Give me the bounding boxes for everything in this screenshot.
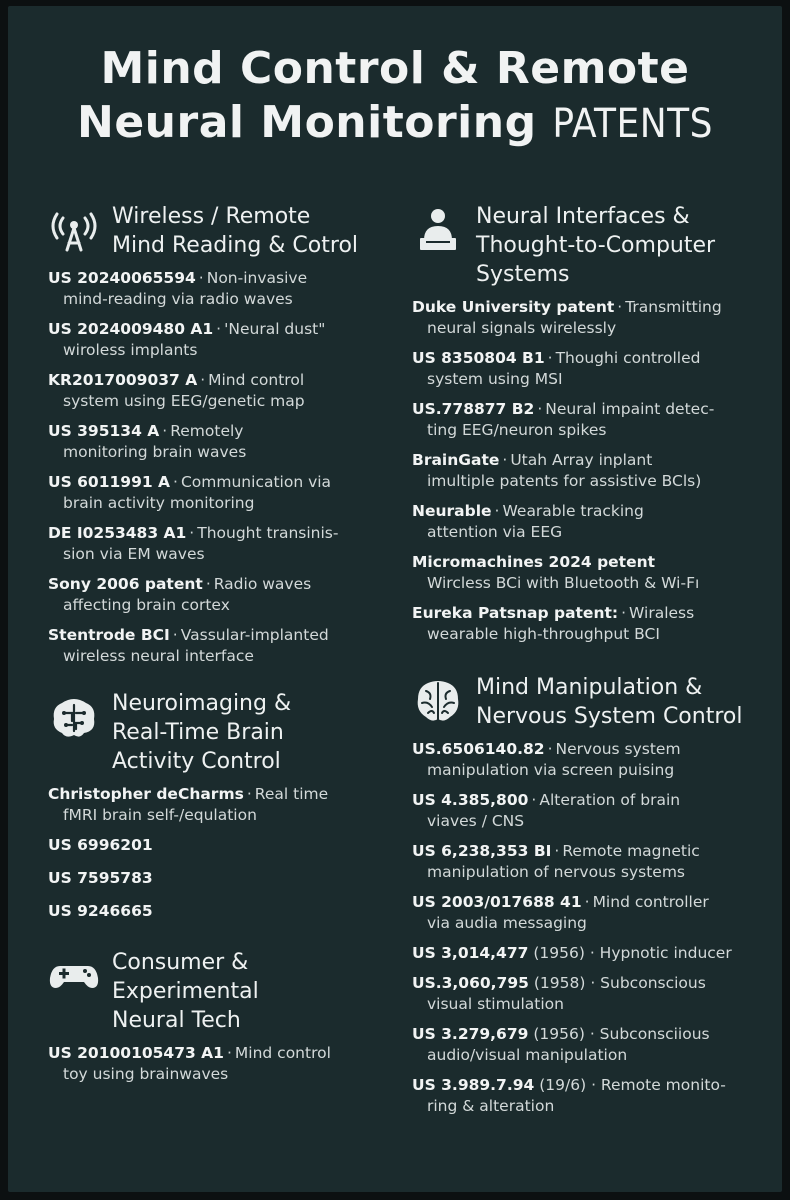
- patent-description: visual stimulation: [427, 995, 564, 1013]
- patent-code: US 2024009480 A1: [48, 320, 214, 338]
- patent-number: US 9246665: [48, 902, 153, 920]
- patent-entry-line: [412, 297, 762, 318]
- section-title: [112, 689, 291, 776]
- patent-description: system using EEG/genetic map: [63, 392, 305, 410]
- title-patents: PATENTS: [552, 101, 713, 147]
- patent-entry-line: [48, 523, 388, 544]
- patent-description: ting EEG/neuron spikes: [427, 421, 607, 439]
- section-header: [48, 948, 388, 1035]
- patent-entry-line: [412, 973, 762, 994]
- patent-entry-line: [48, 268, 388, 289]
- section-header: [48, 202, 388, 260]
- patent-description: Non-invasive: [206, 269, 308, 287]
- section-neuroimaging: [48, 689, 388, 922]
- entry-list: [48, 1043, 388, 1085]
- separator: ·: [494, 502, 500, 520]
- radio-tower-icon: [48, 204, 100, 256]
- patent-entry-line: [412, 399, 762, 420]
- separator: ·: [502, 451, 508, 469]
- patent-entry-line: [412, 892, 762, 913]
- patent-entry-line: [48, 421, 388, 442]
- patent-description: Wircless BCi with Bluetooth & Wi-Fı: [427, 574, 700, 592]
- patent-entry-line: [412, 943, 762, 964]
- patent-entry-line: [412, 790, 762, 811]
- entry-list: [48, 784, 388, 826]
- patent-description: (1956) · Hypnotic inducer: [533, 944, 732, 962]
- patent-code: Neurable: [412, 502, 492, 520]
- patent-entry: [48, 319, 388, 361]
- section-title-line: Experimental: [112, 979, 259, 1004]
- gamepad-icon: [48, 950, 100, 1002]
- separator: ·: [531, 791, 537, 809]
- brain-icon: [412, 675, 464, 727]
- patent-description: Wearable tracking: [502, 502, 644, 520]
- patent-description: audio/visual manipulation: [427, 1046, 628, 1064]
- separator: ·: [162, 422, 168, 440]
- patent-entry: [48, 523, 388, 565]
- patent-entry: [48, 574, 388, 616]
- separator: ·: [554, 842, 560, 860]
- patent-entry: [412, 399, 762, 441]
- patent-description: wireless neural interface: [63, 647, 254, 665]
- patent-description: Radio waves: [213, 575, 312, 593]
- patent-entry: [412, 973, 762, 1015]
- patent-code: Duke University patent: [412, 298, 615, 316]
- patent-description: fMRI brain self-/equlation: [63, 806, 257, 824]
- patent-entry-line: [48, 625, 388, 646]
- section-interfaces: [412, 202, 762, 645]
- section-title-line: Systems: [476, 262, 570, 287]
- patent-code: US 6011991 A: [48, 473, 171, 491]
- patent-code: US 3,014,477: [412, 944, 529, 962]
- section-title: [112, 948, 259, 1035]
- patent-description: Thoughi controlled: [555, 349, 701, 367]
- patent-description: attention via EEG: [427, 523, 563, 541]
- page-title: [8, 42, 782, 151]
- title-line-1: Mind Control & Remote: [100, 43, 690, 94]
- patent-code: DE I0253483 A1: [48, 524, 187, 542]
- patent-code: US 8350804 B1: [412, 349, 545, 367]
- right-column: [412, 202, 762, 1139]
- section-title-line: Consumer &: [112, 950, 249, 975]
- patent-entry-line: [412, 450, 762, 471]
- patent-entry-line: [412, 603, 762, 624]
- patent-entry: [412, 552, 762, 594]
- patent-code: US.3,060,795: [412, 974, 529, 992]
- patent-description: Mind controller: [592, 893, 709, 911]
- patent-description: Communication via: [180, 473, 332, 491]
- patent-entry: [48, 268, 388, 310]
- patent-description: wearable high-throughput BCI: [427, 625, 660, 643]
- brain-circuit-icon: [48, 691, 100, 743]
- patent-description: Transmitting: [625, 298, 722, 316]
- patent-entry: [412, 739, 762, 781]
- patent-number: US 6996201: [48, 836, 153, 854]
- patent-description: Alteration of brain: [539, 791, 681, 809]
- separator: ·: [200, 371, 206, 389]
- patent-entry-line: [48, 370, 388, 391]
- patent-entry: [412, 450, 762, 492]
- patent-description: viaves / CNS: [427, 812, 525, 830]
- separator: ·: [584, 893, 590, 911]
- patent-code: KR2017009037 A: [48, 371, 198, 389]
- patent-code: Stentrode BCI: [48, 626, 170, 644]
- patent-entry-line: [412, 1075, 762, 1096]
- patent-entry: [412, 1024, 762, 1066]
- patent-entry-line: [412, 841, 762, 862]
- patent-code: US.778877 B2: [412, 400, 535, 418]
- section-manipulation: [412, 673, 762, 1117]
- patent-entry: [48, 472, 388, 514]
- patent-entry: [48, 625, 388, 667]
- section-title: [476, 673, 742, 731]
- patent-description: toy using brainwaves: [63, 1065, 229, 1083]
- section-title-line: Activity Control: [112, 749, 281, 774]
- separator: ·: [547, 740, 553, 758]
- patent-entry-line: [412, 739, 762, 760]
- section-title-line: Thought-to-Computer: [476, 233, 716, 258]
- patent-code: Micromachines 2024 petent: [412, 553, 656, 571]
- patent-code: BrainGate: [412, 451, 500, 469]
- section-title-line: Wireless / Remote: [112, 204, 311, 229]
- patent-entry: [412, 297, 762, 339]
- patent-description: via audia messaging: [427, 914, 587, 932]
- patent-description: (1958) · Subconscious: [533, 974, 706, 992]
- patent-description: Thought transinis-: [197, 524, 339, 542]
- separator: ·: [246, 785, 252, 803]
- entry-list: [412, 739, 762, 1117]
- patent-entry-line: [412, 501, 762, 522]
- section-header: [48, 689, 388, 776]
- patent-entry-line: [412, 1024, 762, 1045]
- title-line-2: [8, 96, 782, 151]
- entry-list: [412, 297, 762, 645]
- section-title-line: Neural Interfaces &: [476, 204, 690, 229]
- separator: ·: [547, 349, 553, 367]
- section-title-line: Neuroimaging &: [112, 691, 292, 716]
- patent-code: US 4.385,800: [412, 791, 529, 809]
- section-consumer: [48, 948, 388, 1085]
- separator: ·: [173, 473, 178, 491]
- patent-code: Sony 2006 patent: [48, 575, 203, 593]
- patent-entry-line: [48, 472, 388, 493]
- patent-entry-line: [48, 784, 388, 805]
- patent-entry: [412, 603, 762, 645]
- patent-description: mind-reading via radio waves: [63, 290, 293, 308]
- patent-entry: [412, 943, 762, 964]
- patent-entry: [412, 348, 762, 390]
- patent-entry-line: [48, 574, 388, 595]
- patent-entry-line: [48, 1043, 388, 1064]
- patent-code: US.6506140.82: [412, 740, 545, 758]
- patent-entry: [412, 841, 762, 883]
- patent-entry: [412, 790, 762, 832]
- patent-code: US 20100105473 A1: [48, 1044, 224, 1062]
- section-title-line: Neural Tech: [112, 1008, 241, 1033]
- patent-code: US 3.279,679: [412, 1025, 529, 1043]
- patent-description: 'Neural dust": [224, 320, 326, 338]
- section-header: [412, 202, 762, 289]
- patent-description: Wiraless: [629, 604, 695, 622]
- patent-description: ring & alteration: [427, 1097, 555, 1115]
- patent-entry: [48, 1043, 388, 1085]
- patent-description: neural signals wirelessly: [427, 319, 617, 337]
- patent-code: Christopher deCharms: [48, 785, 244, 803]
- patent-description: affecting brain cortex: [63, 596, 230, 614]
- patent-entry: [412, 1075, 762, 1117]
- entry-list: [48, 268, 388, 667]
- section-wireless: [48, 202, 388, 667]
- patent-description: Mind control: [208, 371, 305, 389]
- section-title: [112, 202, 358, 260]
- section-header: [412, 673, 762, 731]
- patent-code: Eureka Patsnap patent:: [412, 604, 619, 622]
- patent-description: manipulation of nervous systems: [427, 863, 686, 881]
- patent-description: monitoring brain waves: [63, 443, 247, 461]
- separator: ·: [172, 626, 178, 644]
- patent-description: system using MSI: [427, 370, 563, 388]
- patent-description: (19/6) · Remote monito-: [539, 1076, 726, 1094]
- patent-description: Mind control: [234, 1044, 331, 1062]
- section-title-line: Real-Time Brain: [112, 720, 284, 745]
- patent-entry-line: [48, 319, 388, 340]
- separator: ·: [617, 298, 623, 316]
- patent-description: Remote magnetic: [562, 842, 700, 860]
- patent-code: US 395134 A: [48, 422, 160, 440]
- patent-description: brain activity monitoring: [63, 494, 255, 512]
- section-title: [476, 202, 715, 289]
- patent-description: wiroless implants: [63, 341, 198, 359]
- separator: ·: [621, 604, 627, 622]
- patent-description: Utah Array inplant: [510, 451, 653, 469]
- person-computer-icon: [412, 204, 464, 256]
- separator: ·: [198, 269, 204, 287]
- patent-description: Real time: [254, 785, 329, 803]
- patent-number: US 7595783: [48, 869, 153, 887]
- patent-entry: [412, 892, 762, 934]
- title-line-2-main: Neural Monitoring: [77, 97, 553, 148]
- patent-entry: [48, 784, 388, 826]
- patent-description: imultiple patents for assistive BCls): [427, 472, 702, 490]
- left-column: [48, 202, 388, 1107]
- separator: ·: [189, 524, 195, 542]
- patent-entry: [412, 501, 762, 543]
- poster: [8, 6, 782, 1192]
- patent-code: US 2003/017688 41: [412, 893, 582, 911]
- patent-description: sion via EM waves: [63, 545, 205, 563]
- separator: ·: [537, 400, 543, 418]
- patent-code: US 6,238,353 BI: [412, 842, 552, 860]
- separator: ·: [216, 320, 222, 338]
- patent-entry: [48, 421, 388, 463]
- patent-description: Neural impaint detec-: [545, 400, 715, 418]
- patent-description: Vassular-implanted: [180, 626, 329, 644]
- separator: ·: [205, 575, 211, 593]
- patent-code: US 3.989.7.94: [412, 1076, 535, 1094]
- section-title-line: Mind Manipulation &: [476, 675, 703, 700]
- section-title-line: Nervous System Control: [476, 704, 743, 729]
- patent-entry-line: [412, 348, 762, 369]
- patent-description: manipulation via screen puising: [427, 761, 675, 779]
- separator: ·: [226, 1044, 232, 1062]
- patent-entry-line: [412, 552, 762, 573]
- patent-description: (1956) · Subconsciious: [533, 1025, 710, 1043]
- section-title-line: Mind Reading & Cotrol: [112, 233, 359, 258]
- patent-description: Nervous system: [555, 740, 681, 758]
- patent-description: Remotely: [170, 422, 244, 440]
- patent-code: US 20240065594: [48, 269, 196, 287]
- patent-entry: [48, 370, 388, 412]
